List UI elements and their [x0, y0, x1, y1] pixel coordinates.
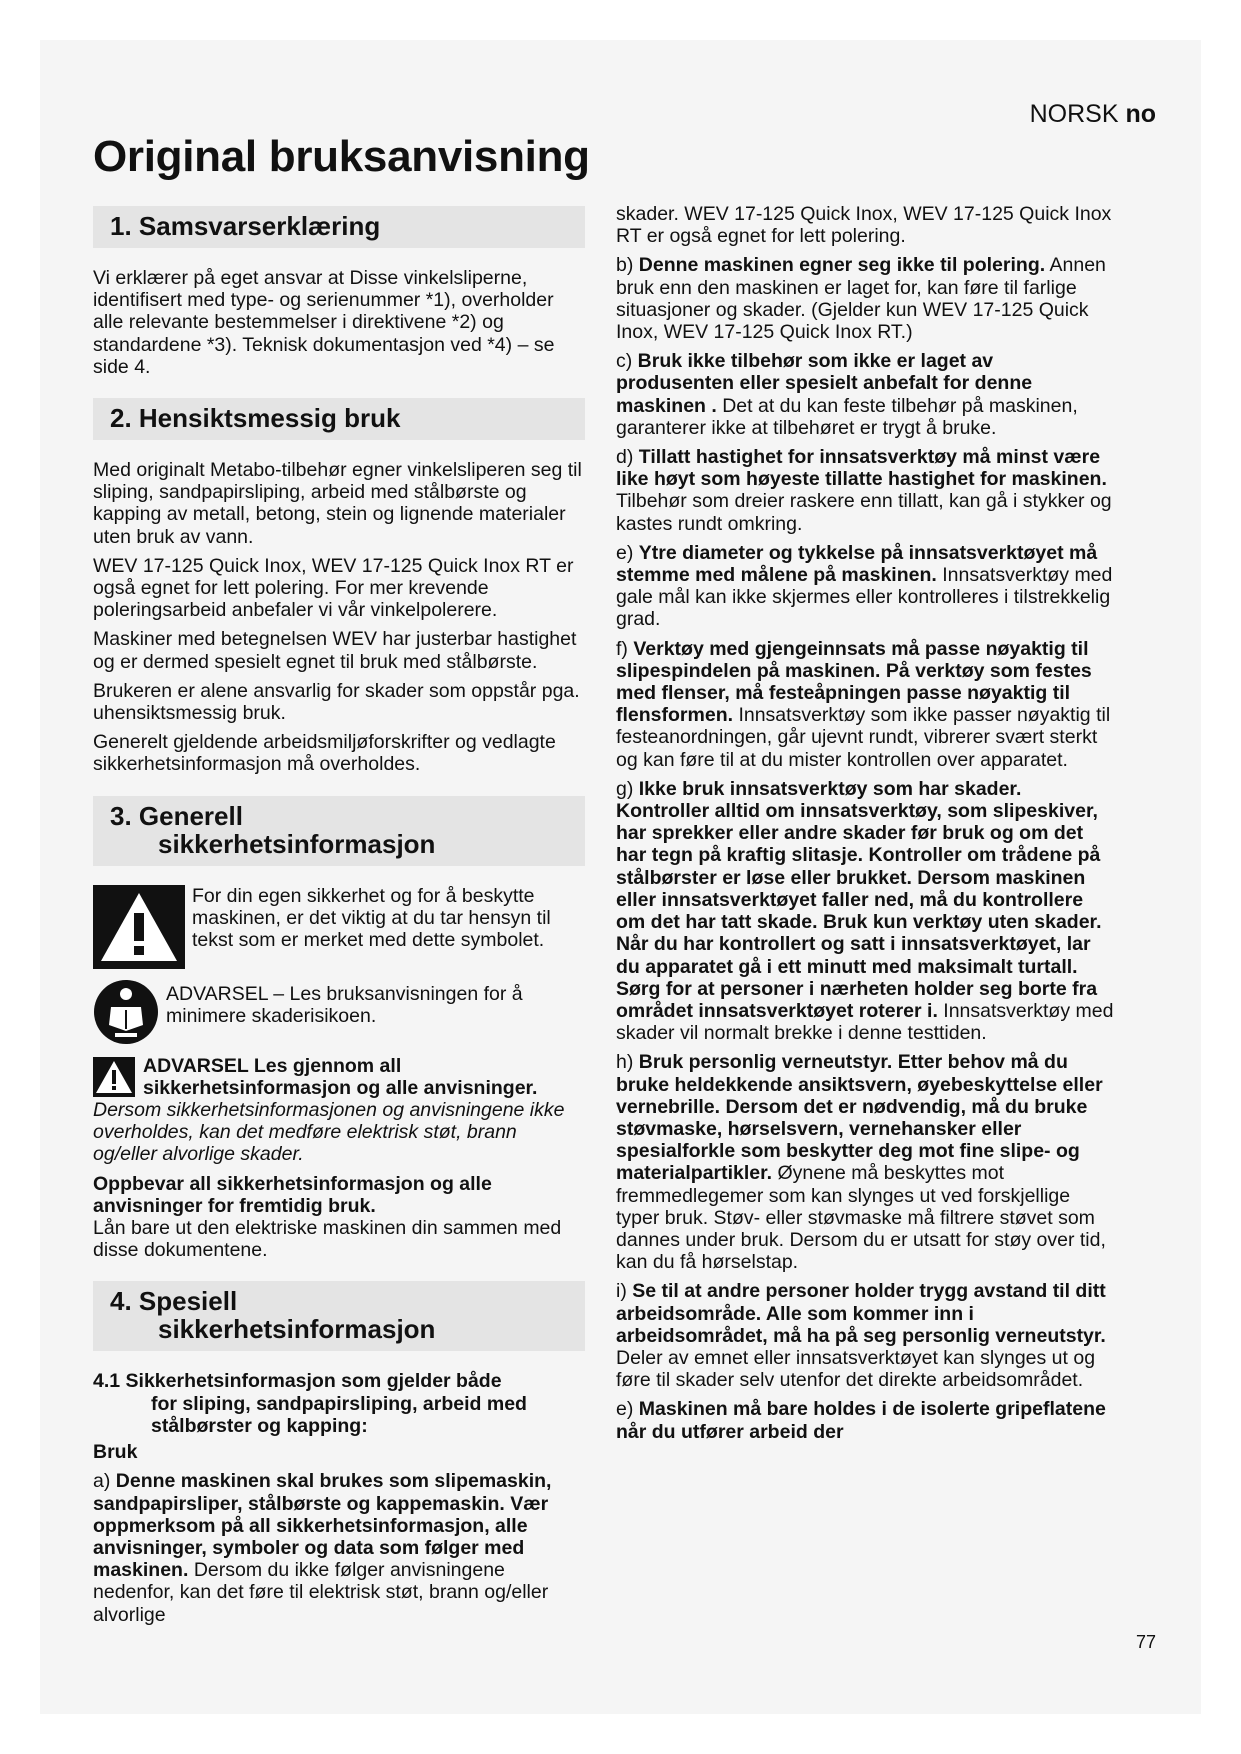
section-4-heading-line2: sikkerhetsinformasjon	[158, 1314, 436, 1345]
item-i-label: i)	[616, 1280, 627, 1303]
subsection-4-1-line1: 4.1 Sikkerhetsinformasjon som gjelder både	[93, 1370, 502, 1393]
item-c	[616, 350, 1116, 439]
subsection-4-1-line2: for sliping, sandpapirsliping, arbeid med stålbørster og kapping:	[151, 1392, 527, 1437]
item-e2	[616, 1398, 1116, 1442]
section-1-heading: 1. Samsvarserklæring	[93, 206, 585, 248]
item-f	[616, 638, 1116, 771]
item-g-label: g)	[616, 777, 634, 800]
section-1-text: Vi erklærer på eget ansvar at Disse vinkelsliperne, identifisert med type- og serienummer *1), overholder alle relevante bestemmelser i direktivene *2) og standardene *3). Teknisk dokumentasjon ved *4) – se side 4.	[93, 267, 555, 378]
section-3-heading	[93, 796, 585, 866]
read-manual-note	[93, 979, 585, 1045]
page-number: 77	[1135, 1632, 1156, 1652]
item-a	[93, 1470, 585, 1625]
item-b-bold: Denne maskinen egner seg ikke til polering.	[638, 254, 1046, 277]
bruk-heading: Bruk	[93, 1441, 138, 1464]
general-warning-bold: ADVARSEL Les gjennom all sikkerhetsinformasjon og alle anvisninger.	[143, 1054, 538, 1099]
item-h-bold: Bruk personlig verneutstyr. Etter behov må du bruke heldekkende ansiktsvern, øyebeskyttelse eller vernebrille. Dersom det er nødvendig, må du bruke støvmaske, hørselsvern, vernehansker eller spesialforkle som beskytter deg mot fine slipe- og materialpartikler.	[616, 1051, 1103, 1185]
item-i-text: Deler av emnet eller innsatsverktøyet kan slynges ut og føre til skader selv utenfor det direkte arbeidsområdet.	[616, 1346, 1096, 1392]
section-2-p4: Brukeren er alene ansvarlig for skader som oppstår pga. uhensiktsmessig bruk.	[93, 679, 580, 725]
item-f-text: Innsatsverktøy som ikke passer nøyaktig til festeanordningen, går ujevnt rundt, vibrerer svært sterkt og kan føre til at du mister kontrollen over apparatet.	[616, 704, 1111, 771]
item-e-bold: Ytre diameter og tykkelse på innsatsverktøyet må stemme med målene på maskinen.	[616, 541, 1098, 587]
item-a-label: a)	[93, 1470, 111, 1493]
warning-symbol-note	[93, 885, 585, 969]
item-a-bold: Denne maskinen skal brukes som slipemaskin, sandpapirsliper, stålbørste og kappemaskin. Vær oppmerksom på all sikkerhetsinformasjon, alle anvisninger, symboler og data som følger med maskinen.	[93, 1470, 552, 1582]
section-2-p2: WEV 17-125 Quick Inox, WEV 17-125 Quick Inox RT er også egnet for lett polering. For mer krevende poleringsarbeid anbefaler vi vår vinkelpolerere.	[93, 554, 574, 622]
item-i-bold: Se til at andre personer holder trygg avstand til ditt arbeidsområde. Alle som kommer inn i arbeidsområdet, må ha på seg personlig verneutstyr.	[616, 1280, 1106, 1347]
section-2-p5: Generelt gjeldende arbeidsmiljøforskrifter og vedlagte sikkerhetsinformasjon må overholdes.	[93, 731, 556, 776]
item-h	[616, 1051, 1116, 1273]
section-3-heading-line1: 3. Generell	[110, 800, 243, 831]
item-b-text: Annen bruk enn den maskinen er laget for, kan føre til farlige situasjoner og skader. (Gjelder kun WEV 17-125 Quick Inox, WEV 17-125 Quick Inox RT.)	[616, 254, 1106, 344]
item-a-text: Dersom du ikke følger anvisningene nedenfor, kan det føre til elektrisk støt, brann og/eller alvorlige	[93, 1559, 549, 1626]
section-2-p3: Maskiner med betegnelsen WEV har justerbar hastighet og er dermed spesielt egnet til bruk med stålbørste.	[93, 628, 577, 673]
warning-triangle-icon	[93, 1057, 135, 1097]
section-3-heading-line2: sikkerhetsinformasjon	[158, 828, 436, 859]
item-b-label: b)	[616, 254, 634, 277]
left-column	[93, 206, 585, 1633]
keep-instructions-text: Lån bare ut den elektriske maskinen din sammen med disse dokumentene.	[93, 1217, 562, 1262]
item-d-text: Tilbehør som dreier raskere enn tillatt, kan gå i stykker og kastes rundt omkring.	[616, 490, 1112, 535]
read-manual-text: ADVARSEL – Les bruksanvisningen for å minimere skaderisikoen.	[166, 982, 523, 1027]
item-e2-label: e)	[616, 1398, 634, 1421]
item-i	[616, 1280, 1116, 1391]
right-column	[616, 203, 1116, 1450]
subsection-4-1-heading	[93, 1370, 585, 1437]
section-2-p1: Med originalt Metabo-tilbehør egner vinkelsliperen seg til sliping, sandpapirsliping, arbeid med stålbørste og kapping av metall, betong, stein og lignende materialer uten bruk av vann.	[93, 459, 582, 548]
item-e	[616, 542, 1116, 631]
read-manual-icon	[93, 979, 159, 1045]
item-c-label: c)	[616, 350, 633, 373]
keep-instructions-bold: Oppbevar all sikkerhetsinformasjon og alle anvisninger for fremtidig bruk.	[93, 1172, 492, 1217]
item-e-text: Innsatsverktøy med gale mål kan ikke skjermes eller kontrolleres i tilstrekkelig grad.	[616, 564, 1113, 631]
item-d-label: d)	[616, 446, 634, 469]
item-g	[616, 778, 1116, 1044]
item-e-label: e)	[616, 541, 634, 564]
item-g-text: Innsatsverktøy med skader vil normalt brekke i denne testtiden.	[616, 999, 1114, 1045]
item-f-bold: Verktøy med gjengeinnsats må passe nøyaktig til slipespindelen på maskinen. På verktøy som festes med flenser, må festeåpningen passe nøyaktig til flensformen.	[616, 637, 1092, 727]
item-c-text: Det at du kan feste tilbehør på maskinen, garanterer ikke at tilbehøret er trygt å bruke.	[616, 394, 1078, 439]
language-label: NORSK no	[1029, 100, 1156, 128]
item-f-label: f)	[616, 637, 628, 660]
item-g-bold: Ikke bruk innsatsverktøy som har skader. Kontroller alltid om innsatsverktøy, som slipeskiver, har sprekker eller andre skader før bruk og om det har tegn på kraftig slitasje. Kontroller om trådene på stålbørster er løse eller brukket. Dersom maskinen eller innsatsverktøyet faller ned, må du kontrollere om det har tatt skade. Bruk kun verktøy uten skader. Når du har kontrollert og satt i innsatsverktøyet, lar du apparatet gå i ett minutt med maksimalt turtall. Sørg for at personer i nærheten holder seg borte fra området innsatsverktøyet roterer i.	[616, 777, 1102, 1022]
item-h-text: Øynene må beskyttes mot fremmedlegemer som kan slynges ut ved forskjellige typer bruk. Støv- eller støvmaske må filtrere støvet som dannes under bruk. Dersom du er utsatt for støy over tid, kan du få hørselstap.	[616, 1162, 1106, 1274]
keep-instructions	[93, 1173, 585, 1262]
item-e2-bold: Maskinen må bare holdes i de isolerte gripeflatene når du utfører arbeid der	[616, 1398, 1106, 1443]
continued-text: skader. WEV 17-125 Quick Inox, WEV 17-125 Quick Inox RT er også egnet for lett polering.	[616, 203, 1112, 248]
section-4-heading	[93, 1281, 585, 1351]
general-warning-italic: Dersom sikkerhetsinformasjonen og anvisningene ikke overholdes, kan det medføre elektrisk støt, brann og/eller alvorlige skader.	[93, 1099, 565, 1166]
item-d-bold: Tillatt hastighet for innsatsverktøy må minst være like høyt som høyeste tillatte hastighet for maskinen.	[616, 446, 1107, 491]
page-title: Original bruksanvisning	[93, 132, 590, 181]
item-c-bold: Bruk ikke tilbehør som ikke er laget av produsenten eller spesielt anbefalt for denne maskinen .	[616, 350, 1033, 417]
item-d	[616, 446, 1116, 535]
warning-symbol-text: For din egen sikkerhet og for å beskytte maskinen, er det viktig at du tar hensyn til tekst som er merket med dette symbolet.	[192, 884, 551, 952]
section-4-heading-line1: 4. Spesiell	[110, 1286, 238, 1317]
warning-triangle-icon	[93, 885, 185, 969]
general-warning	[93, 1055, 585, 1166]
item-h-label: h)	[616, 1051, 634, 1074]
item-b	[616, 254, 1116, 343]
section-2-heading: 2. Hensiktsmessig bruk	[93, 398, 585, 440]
